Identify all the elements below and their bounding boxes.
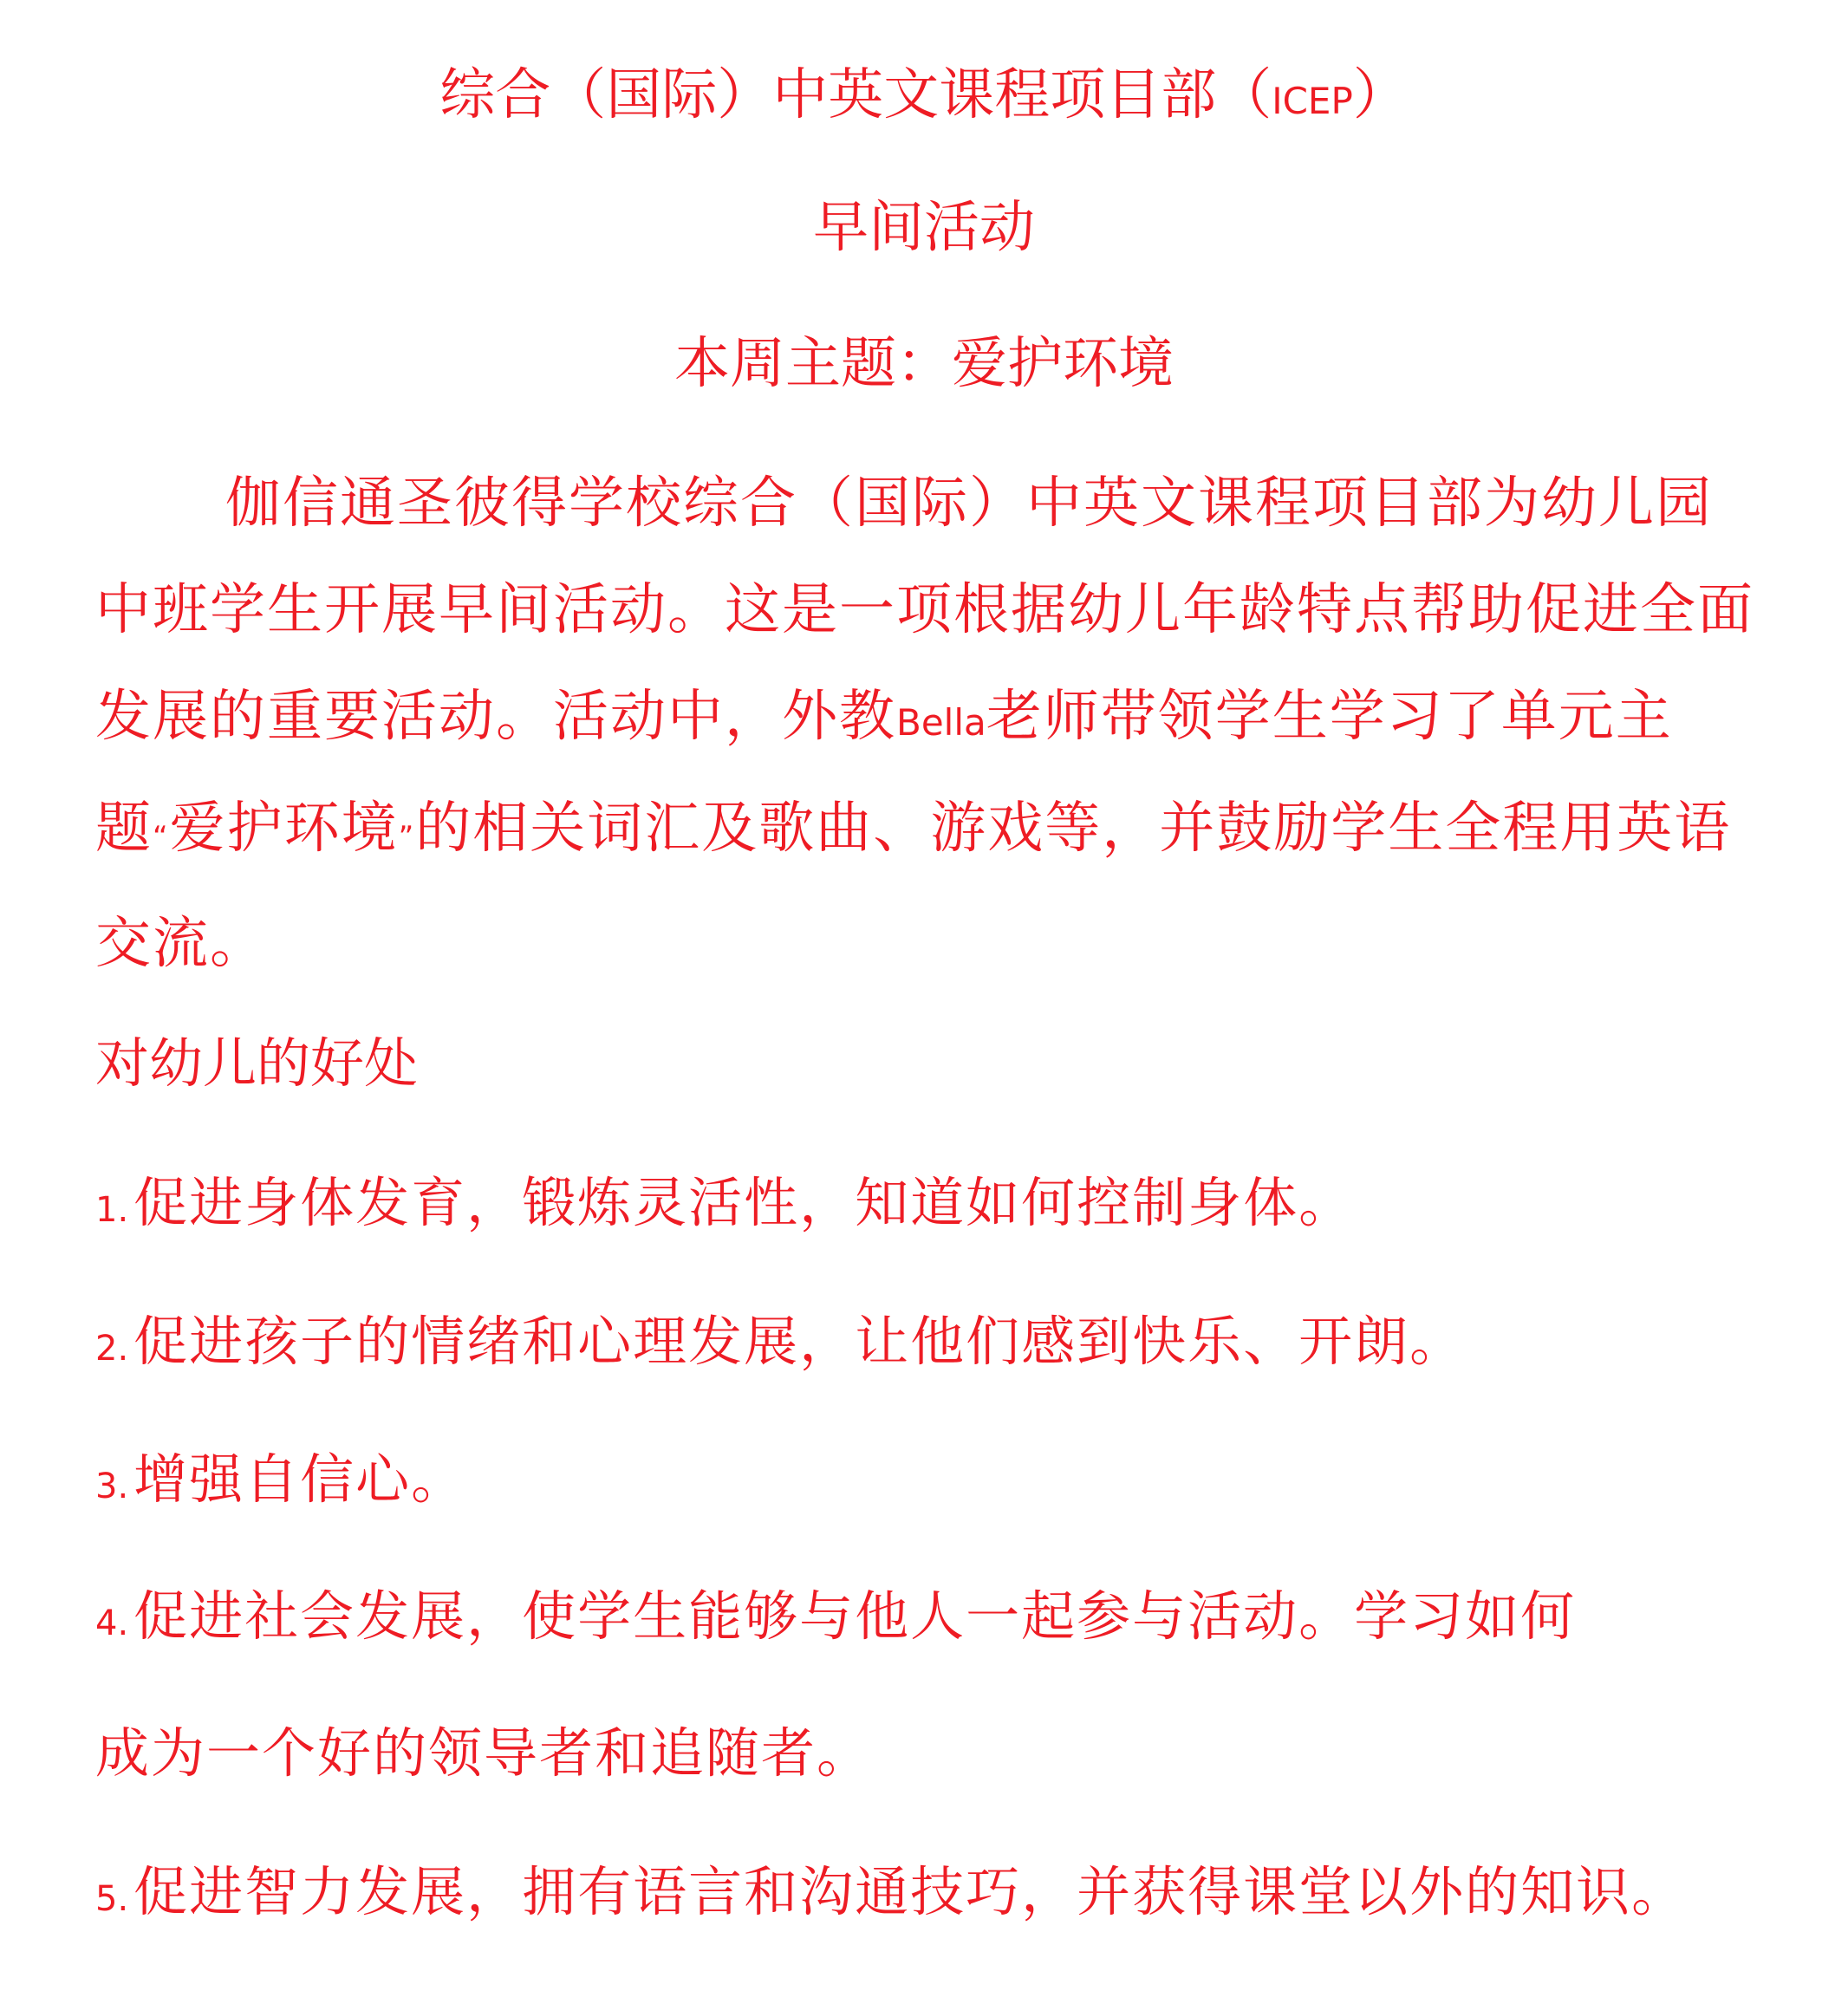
quote-open: “ [153,820,170,855]
intro-part3: 的相关词汇及歌曲、游戏等，并鼓励学生全程用英语交流。 [95,797,1732,976]
benefit-item-2 [95,1303,1786,1388]
benefit-text: 增强自信心。 [133,1447,467,1511]
benefit-number: 4. [95,1603,129,1643]
title-main: 综合（国际）中英文课程项目部（ [439,63,1272,127]
intro-part2: 老师带领学生学习了单元主题 [95,685,1673,861]
benefit-text: 促进智力发展，拥有语言和沟通技巧，并获得课堂以外的知识。 [133,1860,1688,1923]
benefit-text: 促进孩子的情绪和心理发展，让他们感到快乐、开朗。 [133,1310,1466,1373]
benefit-item-4 [95,1577,1786,1662]
benefit-text: 促进身体发育，锻炼灵活性，知道如何控制身体。 [133,1171,1355,1234]
benefit-text: 促进社会发展，使学生能够与他人一起参与活动。学习如何 [133,1584,1577,1648]
theme-line: 本周主题：爱护环境 [674,332,1174,396]
intro-part1: 伽信通圣彼得学校综合（国际）中英文课程项目部为幼儿园中班学生开展早间活动。这是一项根据幼儿年龄特点帮助促进全面发展的重要活动。活动中，外教 [95,472,1754,749]
teacher-name: Bella [896,701,986,744]
quote-close: ” [398,820,416,855]
benefit-item-5 [95,1853,1786,1938]
intro-paragraph [95,451,1760,998]
benefit-number: 3. [95,1467,129,1506]
intro-theme: 爱护环境 [169,797,399,861]
benefit-number: 1. [95,1190,129,1230]
document-title [0,56,1848,140]
document-subtitle: 早间活动 [813,196,1035,260]
benefit-number: 2. [95,1329,129,1369]
title-abbr: ICEP [1272,80,1353,122]
title-close: ） [1352,63,1409,127]
benefit-item-3 [95,1441,1786,1525]
benefit-number: 5. [95,1879,129,1919]
benefit-item-1 [95,1164,1786,1249]
benefit-item-4-continuation: 成为一个好的领导者和追随者。 [95,1721,873,1785]
benefits-title: 对幼儿的好处 [95,1031,419,1095]
